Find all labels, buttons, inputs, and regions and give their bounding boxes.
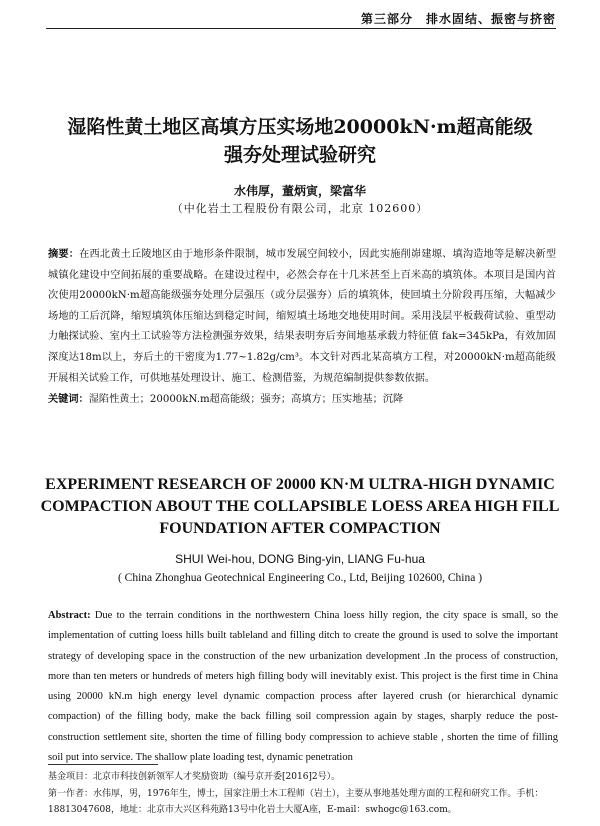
cn-authors: 水伟厚，董炳寅，梁富华 [233,184,366,198]
cn-abstract-text: 在西北黄土丘陵地区由于地形条件限制，城市发展空间较小，因此实施削峁建塬、填沟造地等是解决新型城镇化建设中空间拓展的重要战略。在建设过程中，必然会存在十几米甚至上百米高的填筑体。本项目是国内首次使用20000kN·m超高能级强夯处理分层强压（或分层强夯）后的填筑体，使回填土分阶段再压缩，大幅减少场地的工后沉降，缩短填筑体压缩达到稳定时间，缩短填土场地交地使用时间。采用浅层平板载荷试验、重型动力触探试验、室内土工试验等方法检测强夯效果，结果表明夯后夯间地基承载力特征值 fak=345kPa，有效加固深度达18m以上，夯后土的干密度为1.77~1.82g/cm³。本文针对西北某高填方工程，对20000kN·m超高能级开展相关试验工作，可供地基处理设计、施工、检测借鉴，为规范编制提供参数依据。 [48,249,557,384]
cn-abstract [48,244,556,389]
en-abstract-text: Due to the terrain conditions in the northwestern China loess hilly region, the city space is small, so the implementation of cutting loess hills built tableland and filling ditch to create the ground is used to solve the important strategy of developing space in the construction of the new urbanization development .In the process of construction, more than ten meters or hundreds of meters high filling body will inevitably exist. This project is the first time in China using 20000 kN.m high energy level dynamic compaction process after layered crush (or hierarchical dynamic compaction) of the filling body, make the back filling soil compression again by stages, sharply reduce the post-construction settlement site, shorten the time of filling body compression to achieve stable , shorten the time of filling soil put into service. The shallow plate loading test, dynamic penetration [48,610,558,764]
running-title: 第三部分 排水固结、振密与挤密 [360,12,556,26]
cn-abstract-label: 摘要： [48,248,80,260]
cn-title-line2: 强夯处理试验研究 [223,144,376,166]
cn-title-line1: 湿陷性黄土地区高填方压实场地20000kN·m超高能级 [67,116,533,138]
header-rule [46,28,556,29]
en-title: EXPERIMENT RESEARCH OF 20000 KN·M ULTRA-HIGH DYNAMIC COMPACTION ABOUT THE COLLAPSIBLE LOESS AREA HIGH FILL FOUNDATION AFTER COMPACTION [40,476,560,537]
en-abstract [48,606,558,768]
footnote-fund: 基金项目：北京市科技创新领军人才奖励资助（编号京开委[2016]2号）。 [48,772,341,782]
en-affiliation: ( China Zhonghua Geotechnical Engineering Co., Ltd, Beijing 102600, China ) [117,572,483,584]
cn-keywords [48,389,556,411]
cn-keywords-label: 关键词： [48,393,89,406]
cn-affiliation: （中化岩土工程股份有限公司，北京 102600） [171,202,429,215]
en-abstract-label: Abstract: [48,610,91,621]
cn-abstract-block [48,244,556,411]
footnote-rule [48,764,158,765]
cn-keywords-text: 湿陷性黄土；20000kN.m超高能级；强夯；高填方；压实地基；沉降 [88,394,404,406]
footnote-author: 第一作者：水伟厚，男，1976年生，博士，国家注册土木工程师（岩土），主要从事地基处理方面的工程和研究工作。手机：18813047608，地址：北京市大兴区科苑路13号中化岩土大厦A座，E-mail：swhogc@163.com。 [48,789,544,815]
en-authors: SHUI Wei-hou, DONG Bing-yin, LIANG Fu-hua [175,552,425,566]
running-header [0,0,600,30]
